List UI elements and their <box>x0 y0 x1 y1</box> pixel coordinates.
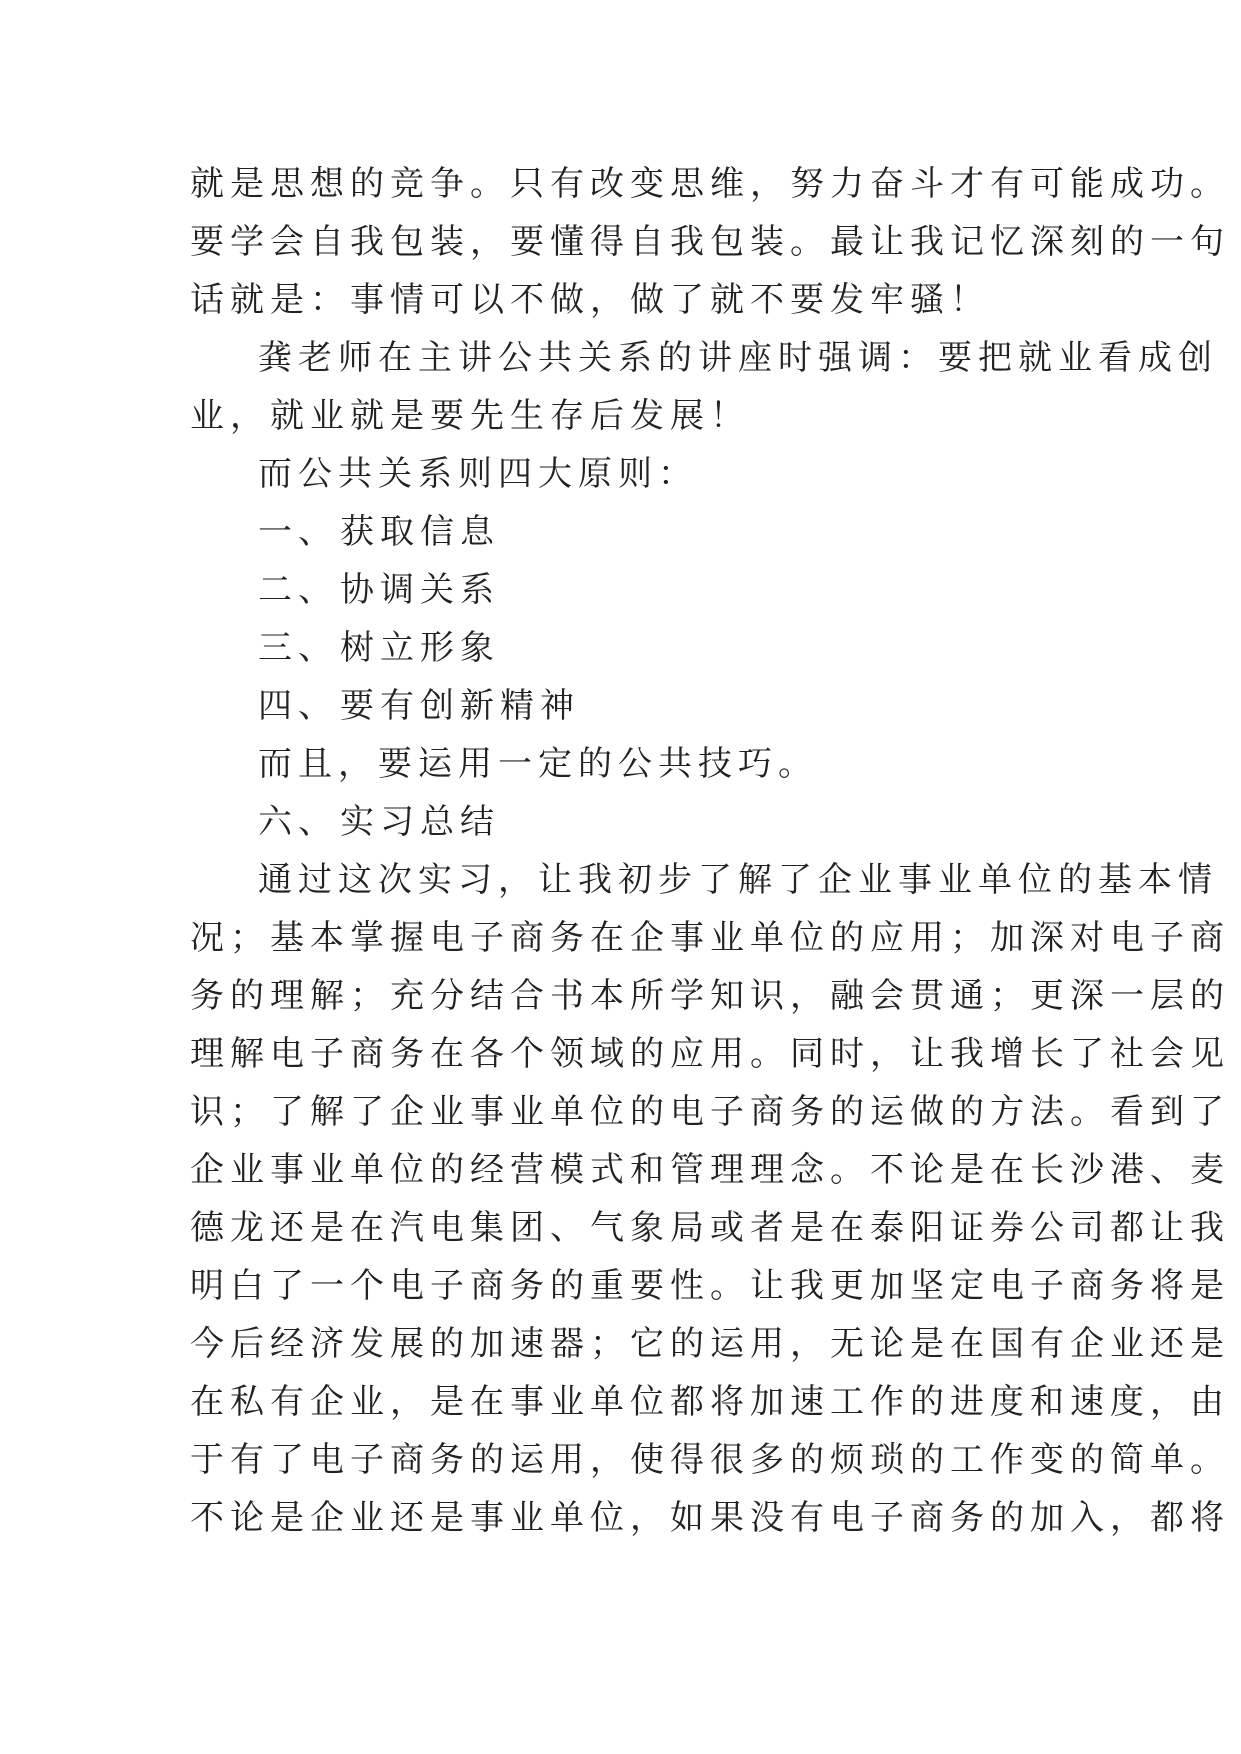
list-item <box>190 619 1070 677</box>
list-item <box>190 503 1070 561</box>
text-line <box>190 1083 1230 1141</box>
line-text: 而且，要运用一定的公共技巧。 <box>258 744 818 784</box>
text-line <box>190 329 1218 387</box>
line-text: 实习总结 <box>340 802 500 842</box>
line-text: 今后经济发展的加速器；它的运用，无论是在国有企业还是 <box>190 1324 1230 1364</box>
line-text: 业，就业就是要先生存后发展！ <box>190 396 750 436</box>
line-text: 于有了电子商务的运用，使得很多的烦琐的工作变的简单。 <box>190 1440 1230 1480</box>
line-text: 要有创新精神 <box>340 686 580 726</box>
text-line <box>190 1431 1230 1489</box>
text-line <box>190 1141 1230 1199</box>
line-text: 在私有企业，是在事业单位都将加速工作的进度和速度，由 <box>190 1382 1230 1422</box>
line-text: 不论是企业还是事业单位，如果没有电子商务的加入，都将 <box>190 1498 1230 1538</box>
list-item <box>190 677 1070 735</box>
line-text: 通过这次实习，让我初步了解了企业事业单位的基本情 <box>258 860 1218 900</box>
line-text: 协调关系 <box>340 570 500 610</box>
text-line <box>190 967 1230 1025</box>
line-text: 明白了一个电子商务的重要性。让我更加坚定电子商务将是 <box>190 1266 1230 1306</box>
line-text: 话就是：事情可以不做，做了就不要发牢骚！ <box>190 280 990 320</box>
line-text: 树立形象 <box>340 628 500 668</box>
line-text: 获取信息 <box>340 512 500 552</box>
list-number: 二、 <box>258 570 338 610</box>
line-text: 要学会自我包装，要懂得自我包装。最让我记忆深刻的一句 <box>190 222 1230 262</box>
line-text: 务的理解；充分结合书本所学知识，融会贯通；更深一层的 <box>190 976 1230 1016</box>
line-text: 而公共关系则四大原则： <box>258 454 698 494</box>
document-body <box>190 155 1230 1547</box>
line-text: 识；了解了企业事业单位的电子商务的运做的方法。看到了 <box>190 1092 1230 1132</box>
text-line <box>190 213 1230 271</box>
text-line <box>190 851 1218 909</box>
line-text: 德龙还是在汽电集团、气象局或者是在泰阳证券公司都让我 <box>190 1208 1230 1248</box>
line-text: 理解电子商务在各个领域的应用。同时，让我增长了社会见 <box>190 1034 1230 1074</box>
list-number: 四、 <box>258 686 338 726</box>
text-line <box>190 1373 1230 1431</box>
text-line <box>190 155 1230 213</box>
line-text: 就是思想的竞争。只有改变思维，努力奋斗才有可能成功。 <box>190 164 1230 204</box>
text-line <box>190 1199 1230 1257</box>
text-line <box>190 1257 1230 1315</box>
text-line <box>190 909 1230 967</box>
text-line <box>190 735 1070 793</box>
list-number: 三、 <box>258 628 338 668</box>
line-text: 况；基本掌握电子商务在企事业单位的应用；加深对电子商 <box>190 918 1230 958</box>
text-line <box>190 445 1070 503</box>
text-line <box>190 1025 1230 1083</box>
line-text: 龚老师在主讲公共关系的讲座时强调：要把就业看成创 <box>258 338 1218 378</box>
text-line <box>190 387 1070 445</box>
text-line <box>190 1315 1230 1373</box>
text-line <box>190 1489 1230 1547</box>
list-number: 一、 <box>258 512 338 552</box>
list-item <box>190 793 1070 851</box>
line-text: 企业事业单位的经营模式和管理理念。不论是在长沙港、麦 <box>190 1150 1230 1190</box>
list-number: 六、 <box>258 802 338 842</box>
list-item <box>190 561 1070 619</box>
text-line <box>190 271 1070 329</box>
